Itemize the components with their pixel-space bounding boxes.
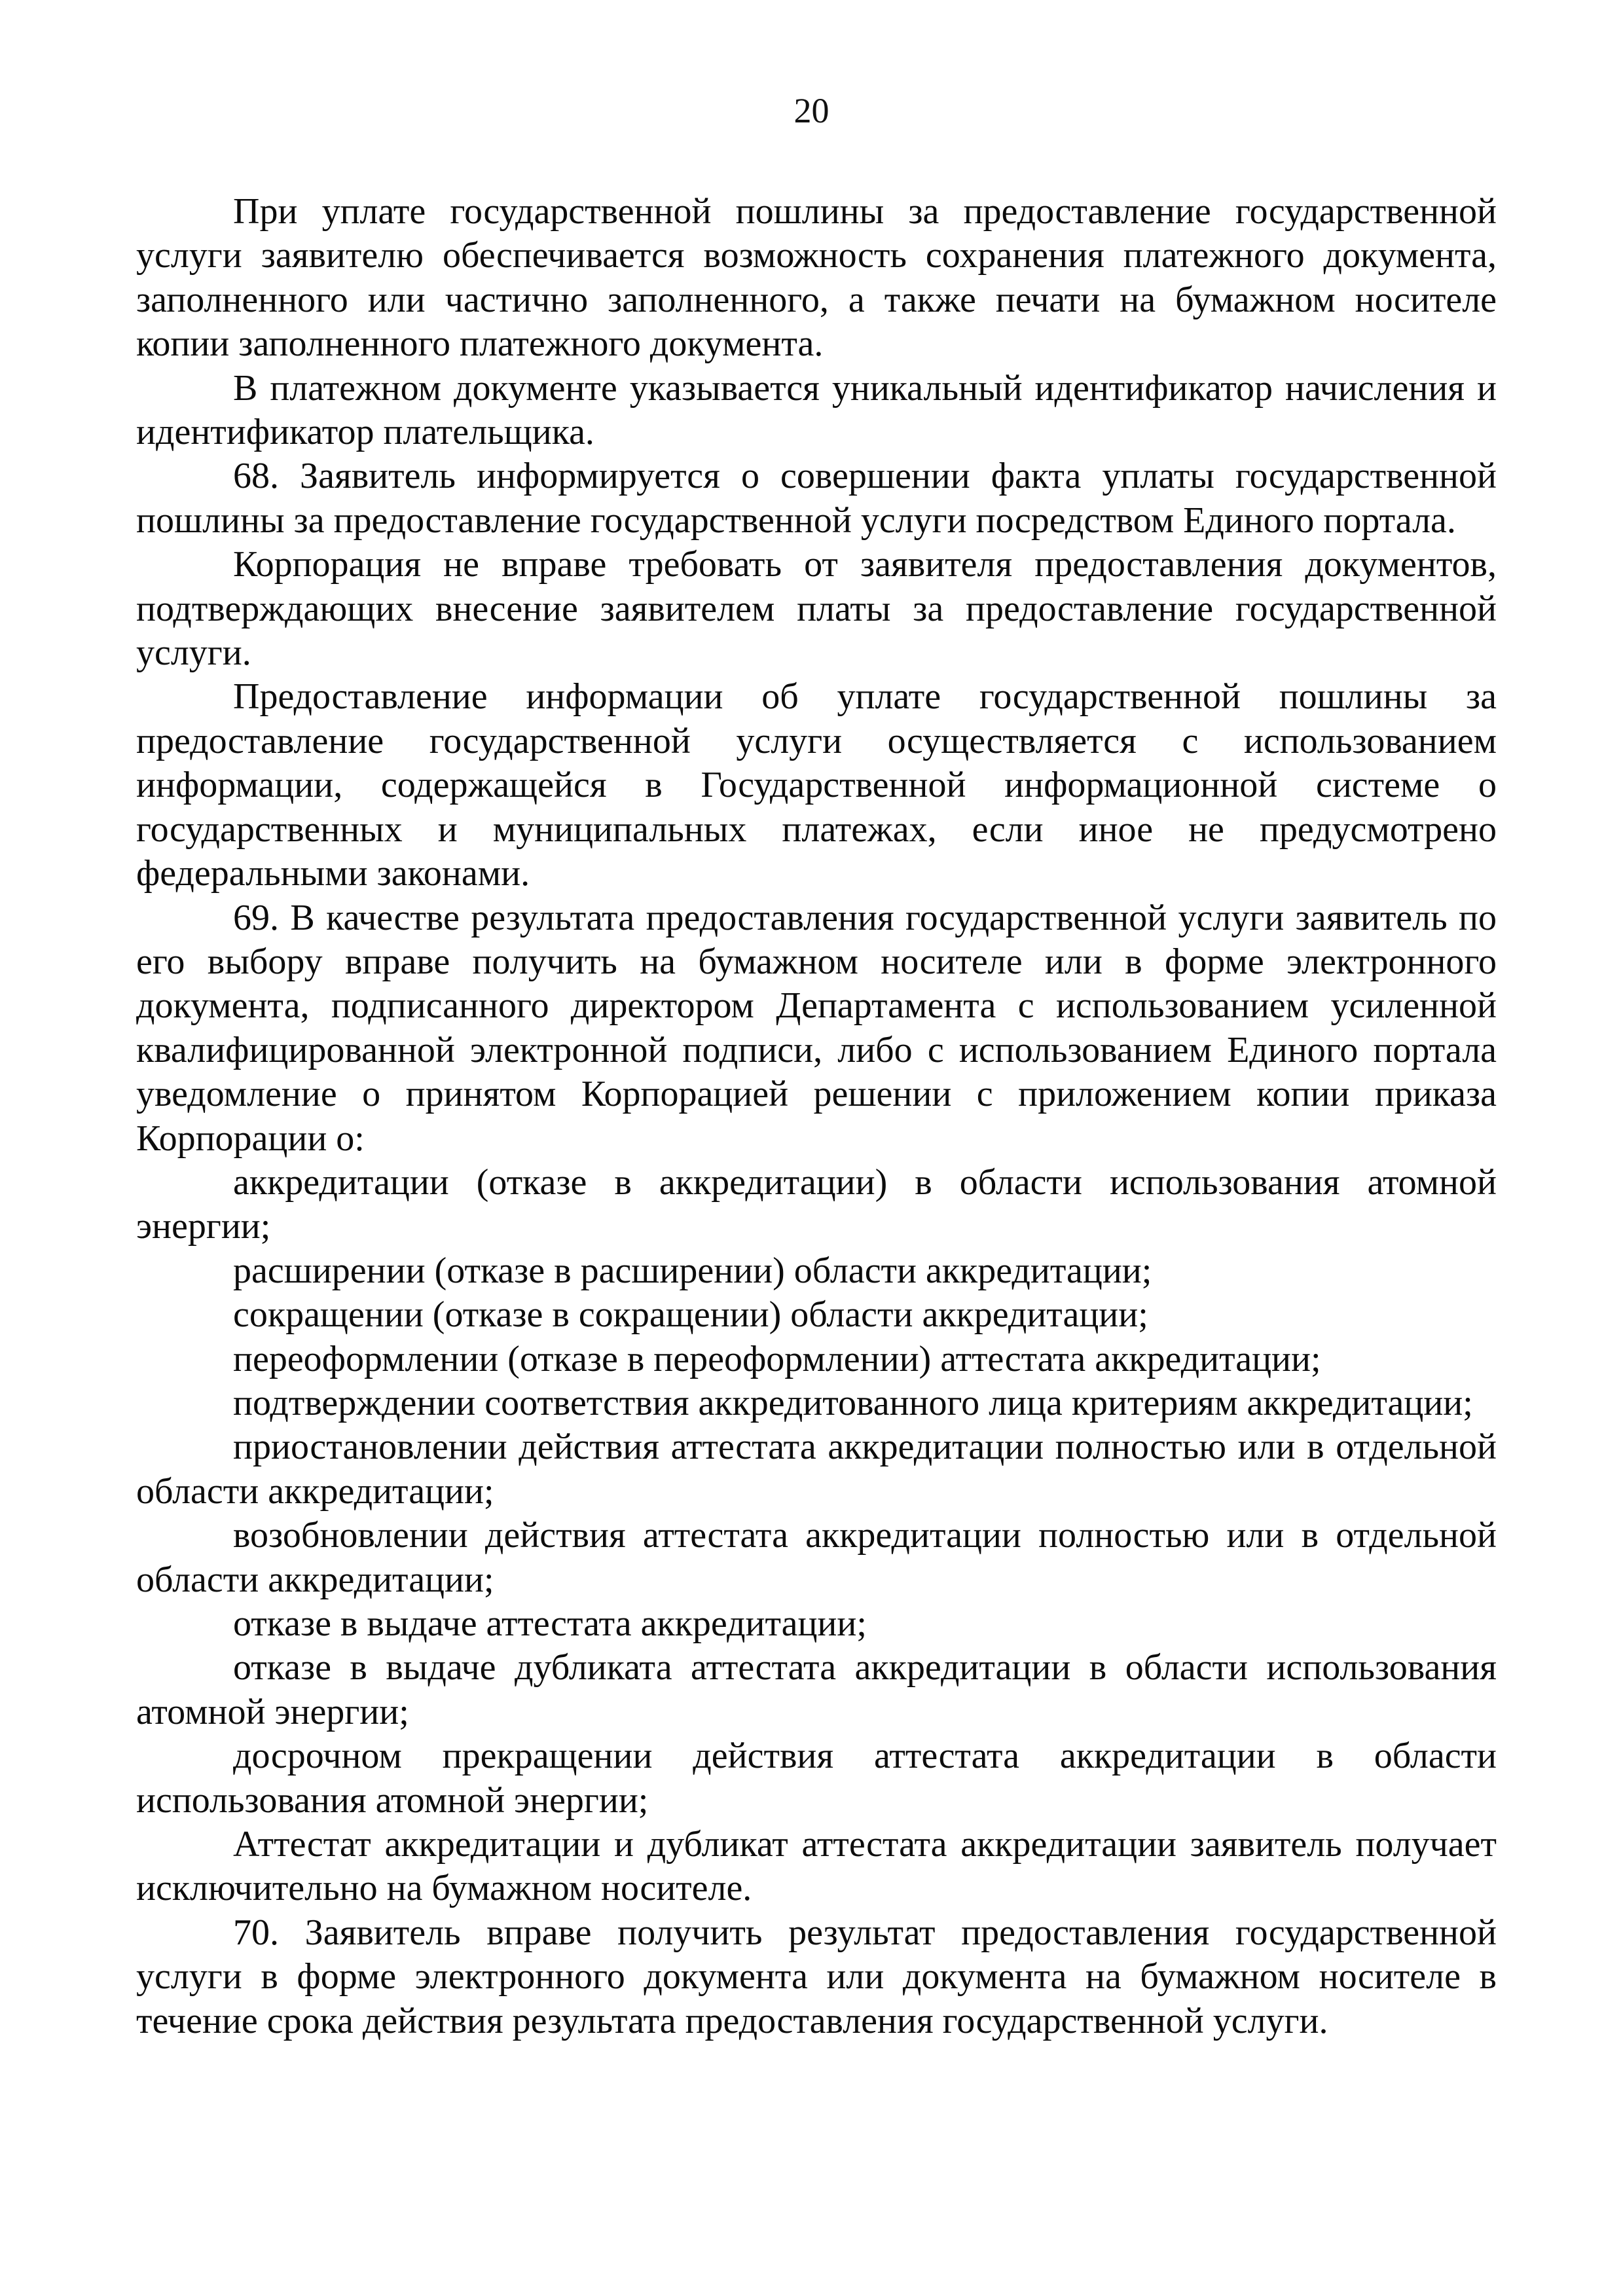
paragraph-68: 68. Заявитель информируется о совершении факта уплаты государственной пошлины за предоставление государственной услуги посредством Единого портала. — [136, 456, 1497, 541]
paragraph-payment-identifiers: В платежном документе указывается уникальный идентификатор начисления и идентификатор плательщика. — [136, 367, 1497, 453]
list-item: отказе в выдаче дубликата аттестата аккредитации в области использования атомной энергии; — [136, 1647, 1497, 1732]
paragraph-69: 69. В качестве результата предоставления государственной услуги заявитель по его выбору вправе получить на бумажном носителе или в форме электронного документа, подписанного директором Департамента с использованием усиленной квалифицированной электронной подписи, либо с использованием Единого портала уведомление о принятом Корпорацией решении с приложением копии приказа Корпорации о: — [136, 897, 1497, 1159]
list-item: аккредитации (отказе в аккредитации) в области использования атомной энергии; — [136, 1161, 1497, 1247]
list-item: отказе в выдаче аттестата аккредитации; — [233, 1603, 867, 1644]
list-item: возобновлении действия аттестата аккредитации полностью или в отдельной области аккредитации; — [136, 1515, 1497, 1600]
paragraph-no-proof-required: Корпорация не вправе требовать от заявителя предоставления документов, подтверждающих внесение заявителем платы за предоставление государственной услуги. — [136, 544, 1497, 674]
paragraph-70: 70. Заявитель вправе получить результат предоставления государственной услуги в форме электронного документа или документа на бумажном носителе в течение срока действия результата предоставления государственной услуги. — [136, 1912, 1497, 2041]
list-item: приостановлении действия аттестата аккредитации полностью или в отдельной области аккредитации; — [136, 1427, 1497, 1512]
list-item: сокращении (отказе в сокращении) области аккредитации; — [233, 1294, 1148, 1336]
paragraph-paper-only: Аттестат аккредитации и дубликат аттестата аккредитации заявитель получает исключительно на бумажном носителе. — [136, 1824, 1497, 1909]
list-item: расширении (отказе в расширении) области аккредитации; — [233, 1250, 1152, 1291]
page-number: 20 — [793, 91, 830, 130]
document-body — [136, 190, 1497, 2043]
paragraph-payment-info: Предоставление информации об уплате государственной пошлины за предоставление государственной услуги осуществляется с использованием информации, содержащейся в Государственной информационной системе о государственных и муниципальных платежах, если иное не предусмотрено федеральными законами. — [136, 676, 1497, 894]
list-item: подтверждении соответствия аккредитованного лица критериям аккредитации; — [233, 1382, 1473, 1423]
paragraph-payment-document: При уплате государственной пошлины за предоставление государственной услуги заявителю обеспечивается возможность сохранения платежного документа, заполненного или частично заполненного, а также печати на бумажном носителе копии заполненного платежного документа. — [136, 191, 1497, 365]
list-item: переоформлении (отказе в переоформлении) аттестата аккредитации; — [233, 1338, 1321, 1379]
list-item: досрочном прекращении действия аттестата аккредитации в области использования атомной энергии; — [136, 1736, 1497, 1821]
